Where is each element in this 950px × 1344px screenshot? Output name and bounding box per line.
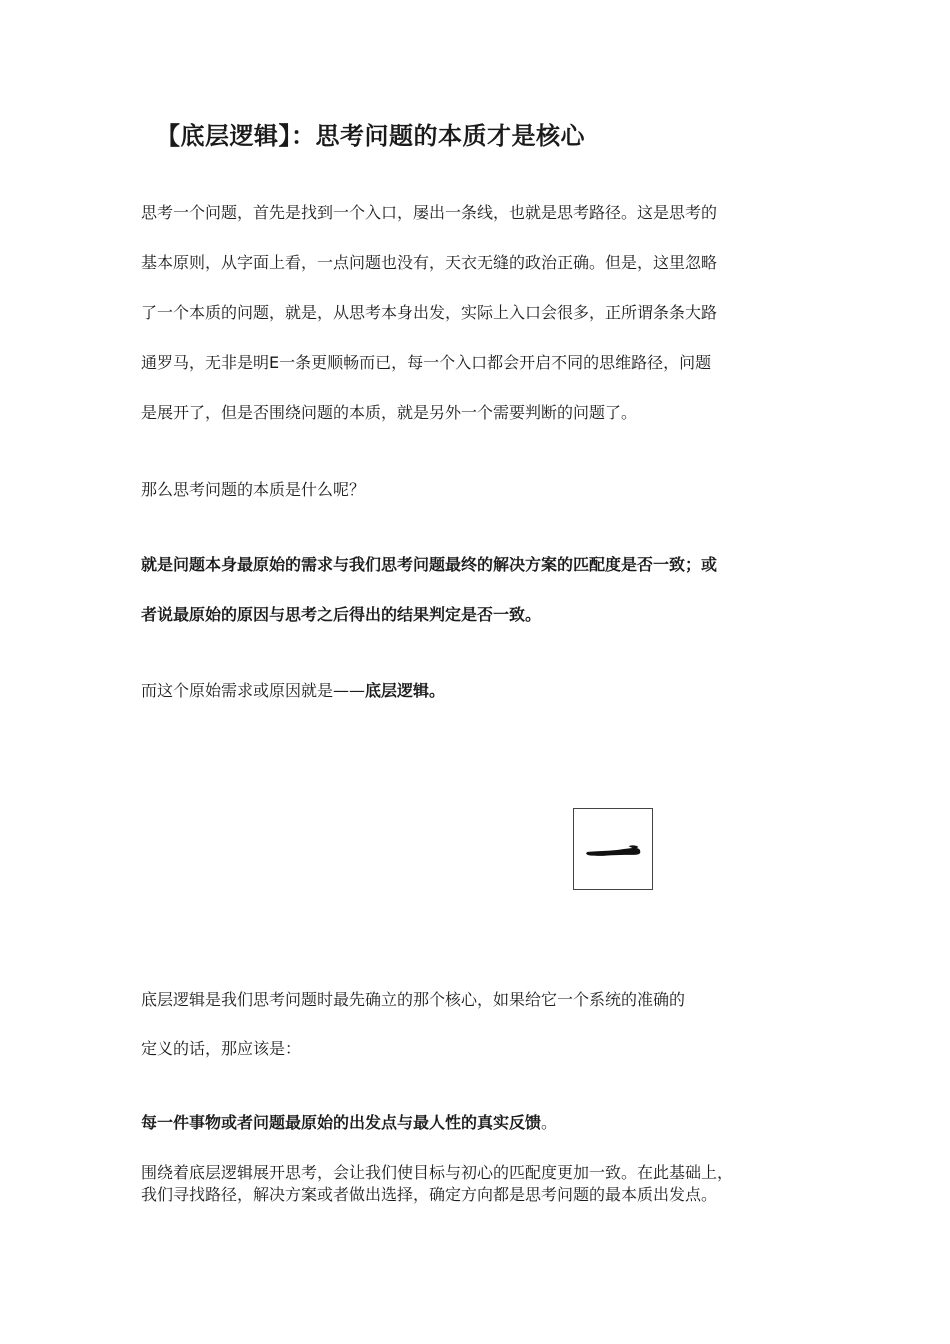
paragraph-line: 了一个本质的问题，就是，从思考本身出发，实际上入口会很多，正所谓条条大路: [141, 303, 718, 322]
calligraphy-figure: [573, 808, 653, 890]
original-need-emphasis: 底层逻辑。: [365, 681, 446, 700]
paragraph-line: 通罗马，无非是明E一条更顺畅而已，每一个入口都会开启不同的思维路径，问题: [141, 353, 712, 372]
answer-line: 者说最原始的原因与思考之后得出的结果判定是否一致。: [141, 605, 542, 624]
paragraph-line: 思考一个问题，首先是找到一个入口，屡出一条线，也就是思考路径。这是思考的: [141, 203, 718, 222]
paragraph-line: 是展开了，但是否围绕问题的本质，就是另外一个需要判断的问题了。: [141, 403, 638, 422]
definition-bold-line: [141, 1113, 557, 1133]
definition-line: 底层逻辑是我们思考问题时最先确立的那个核心，如果给它一个系统的准确的: [141, 990, 686, 1009]
definition-emphasis: 每一件事物或者问题最原始的出发点与最人性的真实反馈: [141, 1113, 542, 1132]
page-title: 【底层逻辑】：思考问题的本质才是核心: [156, 122, 585, 150]
original-need-prefix: 而这个原始需求或原因就是——: [141, 681, 366, 700]
paragraph-line: 基本原则，从字面上看，一点问题也没有，天衣无缝的政治正确。但是，这里忽略: [141, 253, 718, 272]
closing-line: 我们寻找路径，解决方案或者做出选择，确定方向都是思考问题的最本质出发点。: [141, 1185, 718, 1204]
definition-suffix: 。: [541, 1113, 558, 1132]
definition-line: 定义的话，那应该是：: [141, 1039, 302, 1058]
closing-line: 围绕着底层逻辑展开思考，会让我们使目标与初心的匹配度更加一致。在此基础上，: [141, 1163, 734, 1182]
original-need-line: [141, 681, 445, 701]
answer-line: 就是问题本身最原始的需求与我们思考问题最终的解决方案的匹配度是否一致；或: [141, 555, 718, 574]
calligraphy-yi-icon: [574, 809, 652, 889]
question-text: 那么思考问题的本质是什么呢？: [141, 480, 366, 499]
